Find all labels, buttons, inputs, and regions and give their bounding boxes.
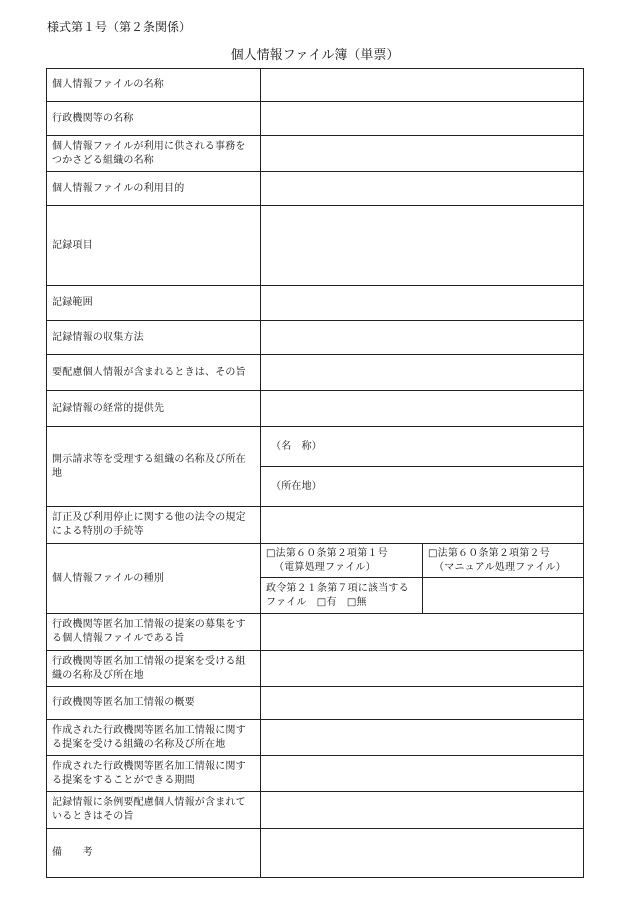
file-type-blank-cell — [423, 578, 584, 614]
field-value-created-anon-period[interactable] — [261, 756, 584, 792]
table-row — [47, 720, 584, 756]
field-value-collection-method[interactable] — [261, 321, 584, 355]
file-type-option-manual[interactable] — [423, 544, 584, 578]
file-type-option-computer[interactable] — [261, 544, 423, 578]
field-label-purpose: 個人情報ファイルの利用目的 — [47, 172, 261, 206]
field-value-purpose[interactable] — [261, 172, 584, 206]
field-value-record-items[interactable] — [261, 206, 584, 286]
field-label-collection-method: 記録情報の収集方法 — [47, 321, 261, 355]
field-value-sensitive-info[interactable] — [261, 355, 584, 391]
field-value-agency-name[interactable] — [261, 102, 584, 136]
field-label-anon-proposal-recruit: 行政機関等匿名加工情報の提案の募集をする個人情報ファイルである旨 — [47, 614, 261, 651]
field-label-record-scope: 記録範囲 — [47, 286, 261, 321]
field-label-responsible-org: 個人情報ファイルが利用に供される事務をつかさどる組織の名称 — [47, 136, 261, 172]
table-row — [47, 829, 584, 878]
table-row — [47, 427, 584, 467]
document-title: 個人情報ファイル簿（単票） — [230, 48, 400, 63]
field-label-disclosure-org: 開示請求等を受理する組織の名称及び所在地 — [47, 427, 261, 507]
field-label-file-name: 個人情報ファイルの名称 — [47, 69, 261, 102]
table-row — [47, 286, 584, 321]
file-type-option-manual-line1: □法第６０条第２項第２号 — [428, 547, 550, 559]
table-row — [47, 321, 584, 355]
table-row — [47, 507, 584, 544]
field-value-anon-summary[interactable] — [261, 687, 584, 720]
field-label-remarks: 備 考 — [47, 829, 261, 878]
field-label-anon-proposal-org: 行政機関等匿名加工情報の提案を受ける組織の名称及び所在地 — [47, 651, 261, 687]
table-row — [47, 102, 584, 136]
file-type-option-computer-line1: □法第６０条第２項第１号 — [266, 547, 388, 559]
table-row — [47, 756, 584, 792]
field-label-ordinance-sensitive: 記録情報に条例要配慮個人情報が含まれているときはその旨 — [47, 792, 261, 829]
table-row — [47, 206, 584, 286]
field-value-record-scope[interactable] — [261, 286, 584, 321]
field-label-record-items: 記録項目 — [47, 206, 261, 286]
table-row — [47, 614, 584, 651]
field-label-agency-name: 行政機関等の名称 — [47, 102, 261, 136]
field-value-ordinance-sensitive[interactable] — [261, 792, 584, 829]
table-row — [47, 172, 584, 206]
field-value-remarks[interactable] — [261, 829, 584, 878]
table-row — [47, 391, 584, 427]
file-type-option-computer-line2: （電算処理ファイル） — [274, 561, 376, 573]
cabinet-order-applicability[interactable]: 政令第２１条第７項に該当するファイル □有 □無 — [261, 578, 423, 614]
field-label-created-anon-period: 作成された行政機関等匿名加工情報に関する提案をすることができる期間 — [47, 756, 261, 792]
field-label-anon-summary: 行政機関等匿名加工情報の概要 — [47, 687, 261, 720]
field-value-special-procedures[interactable] — [261, 507, 584, 544]
field-label-file-type: 個人情報ファイルの種別 — [47, 544, 261, 614]
table-row — [47, 651, 584, 687]
field-value-created-anon-org[interactable] — [261, 720, 584, 756]
field-label-created-anon-org: 作成された行政機関等匿名加工情報に関する提案を受ける組織の名称及び所在地 — [47, 720, 261, 756]
field-value-anon-proposal-org[interactable] — [261, 651, 584, 687]
field-label-regular-recipient: 記録情報の経常的提供先 — [47, 391, 261, 427]
form-number: 様式第１号（第２条関係） — [47, 20, 192, 34]
table-row — [47, 687, 584, 720]
field-value-responsible-org[interactable] — [261, 136, 584, 172]
disclosure-org-location-field[interactable]: （所在地） — [261, 467, 584, 507]
table-row — [47, 136, 584, 172]
field-label-sensitive-info: 要配慮個人情報が含まれるときは、その旨 — [47, 355, 261, 391]
table-row — [47, 355, 584, 391]
table-row — [47, 792, 584, 829]
table-row — [47, 69, 584, 102]
field-value-anon-proposal-recruit[interactable] — [261, 614, 584, 651]
register-table — [46, 68, 584, 878]
table-row — [47, 544, 584, 578]
disclosure-org-name-field[interactable]: （名 称） — [261, 427, 584, 467]
file-type-option-manual-line2: （マニュアル処理ファイル） — [434, 561, 566, 573]
field-value-file-name[interactable] — [261, 69, 584, 102]
field-value-regular-recipient[interactable] — [261, 391, 584, 427]
field-label-special-procedures: 訂正及び利用停止に関する他の法令の規定による特別の手続等 — [47, 507, 261, 544]
